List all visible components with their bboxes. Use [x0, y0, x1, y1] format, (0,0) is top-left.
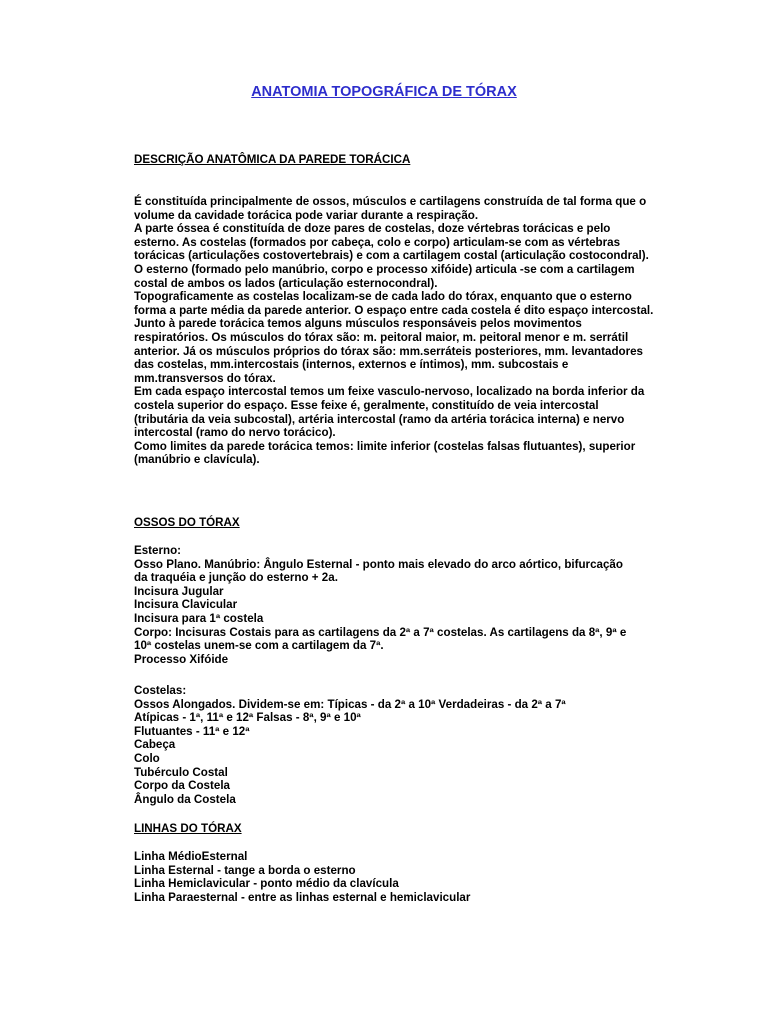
list-item: da traquéia e junção do esterno + 2a.	[134, 571, 338, 585]
list-item: Processo Xifóide	[134, 652, 229, 666]
list-item: Cabeça	[134, 738, 176, 752]
list-item: Linha Paraesternal - entre as linhas esternal e hemiclavicular	[134, 890, 471, 904]
section-heading-ossos-torax: OSSOS DO TÓRAX	[134, 516, 240, 529]
list-item: Osso Plano. Manúbrio: Ângulo Esternal - ponto mais elevado do arco aórtico, bifurcação	[134, 557, 623, 571]
list-item: Costelas:	[134, 684, 187, 697]
list-item: Linha Esternal - tange a borda o esterno	[134, 863, 356, 877]
paragraph: Topograficamente as costelas localizam-se de cada lado do tórax, enquanto que o esterno forma a parte média da parede anterior. O espaço entre cada costela é dito espaço intercostal. Junto à parede torácica temos alguns músculos responsáveis pelos movimentos respiratórios. Os músculos do tórax são: m. peitoral maior, m. peitoral menor e m. serrátil	[134, 290, 654, 344]
list-item: Corpo: Incisuras Costais para as cartilagens da 2ª a 7ª costelas. As cartilagens da 8ª, 9ª e	[134, 625, 627, 639]
list-item: Linha MédioEsternal	[134, 850, 248, 863]
list-item: Tubérculo Costal	[134, 765, 228, 779]
list-item: Atípicas - 1ª, 11ª e 12ª Falsas - 8ª, 9ª e 10ª	[134, 711, 361, 725]
list-item: 10ª costelas unem-se com a cartilagem da 7ª.	[134, 639, 384, 653]
list-item: Incisura para 1ª costela	[134, 611, 264, 625]
list-item: Colo	[134, 751, 160, 765]
list-item: Corpo da Costela	[134, 779, 230, 793]
page-title: ANATOMIA TOPOGRÁFICA DE TÓRAX	[251, 84, 517, 100]
paragraph: Em cada espaço intercostal temos um feixe vasculo-nervoso, localizado na borda inferior da costela superior do espaço. Esse feixe é, geralmente, constituído de veia intercostal (tributária da veia subcostal), artéria intercostal (ramo da artéria torácica interna) e nervo intercostal (ramo do nervo torácico).	[134, 385, 645, 440]
list-item: Incisura Jugular	[134, 584, 224, 598]
list-item: Ossos Alongados. Dividem-se em: Típicas - da 2ª a 10ª Verdadeiras - da 2ª a 7ª	[134, 697, 566, 711]
section-heading-parede-toracica: DESCRIÇÃO ANATÔMICA DA PAREDE TORÁCICA	[134, 153, 411, 166]
paragraph: anterior. Já os músculos próprios do tórax são: mm.serráteis posteriores, mm. levantadores das costelas, mm.intercostais (internos, externos e íntimos), mm. subcostais e mm.transversos do tórax.	[134, 344, 644, 385]
costelas-list	[134, 684, 654, 806]
paragraph: Como limites da parede torácica temos: limite inferior (costelas falsas flutuantes), superior (manúbrio e clavícula).	[134, 439, 636, 467]
paragraph: A parte óssea é constituída de doze pares de costelas, doze vértebras torácicas e pelo esterno. As costelas (formados por cabeça, colo e corpo) articulam-se com as vértebras torácicas (articulações costovertebrais) e com a cartilagem costal (articulação costocondral). O esterno (formado pelo manúbrio, corpo e processo xifóide) articula -se com a cartilagem costal de ambos os lados (articulação esternocondral).	[134, 222, 649, 290]
list-item: Esterno:	[134, 544, 182, 557]
section-body-parede-toracica	[134, 195, 654, 467]
section-heading-linhas-torax: LINHAS DO TÓRAX	[134, 822, 242, 835]
esterno-list	[134, 544, 654, 666]
list-item: Linha Hemiclavicular - ponto médio da clavícula	[134, 877, 399, 891]
list-item: Flutuantes - 11ª e 12ª	[134, 724, 250, 738]
linhas-list	[134, 850, 654, 904]
list-item: Ângulo da Costela	[134, 792, 236, 806]
list-item: Incisura Clavicular	[134, 598, 238, 612]
paragraph: É constituída principalmente de ossos, músculos e cartilagens construída de tal forma que o volume da cavidade torácica pode variar durante a respiração.	[134, 195, 647, 222]
